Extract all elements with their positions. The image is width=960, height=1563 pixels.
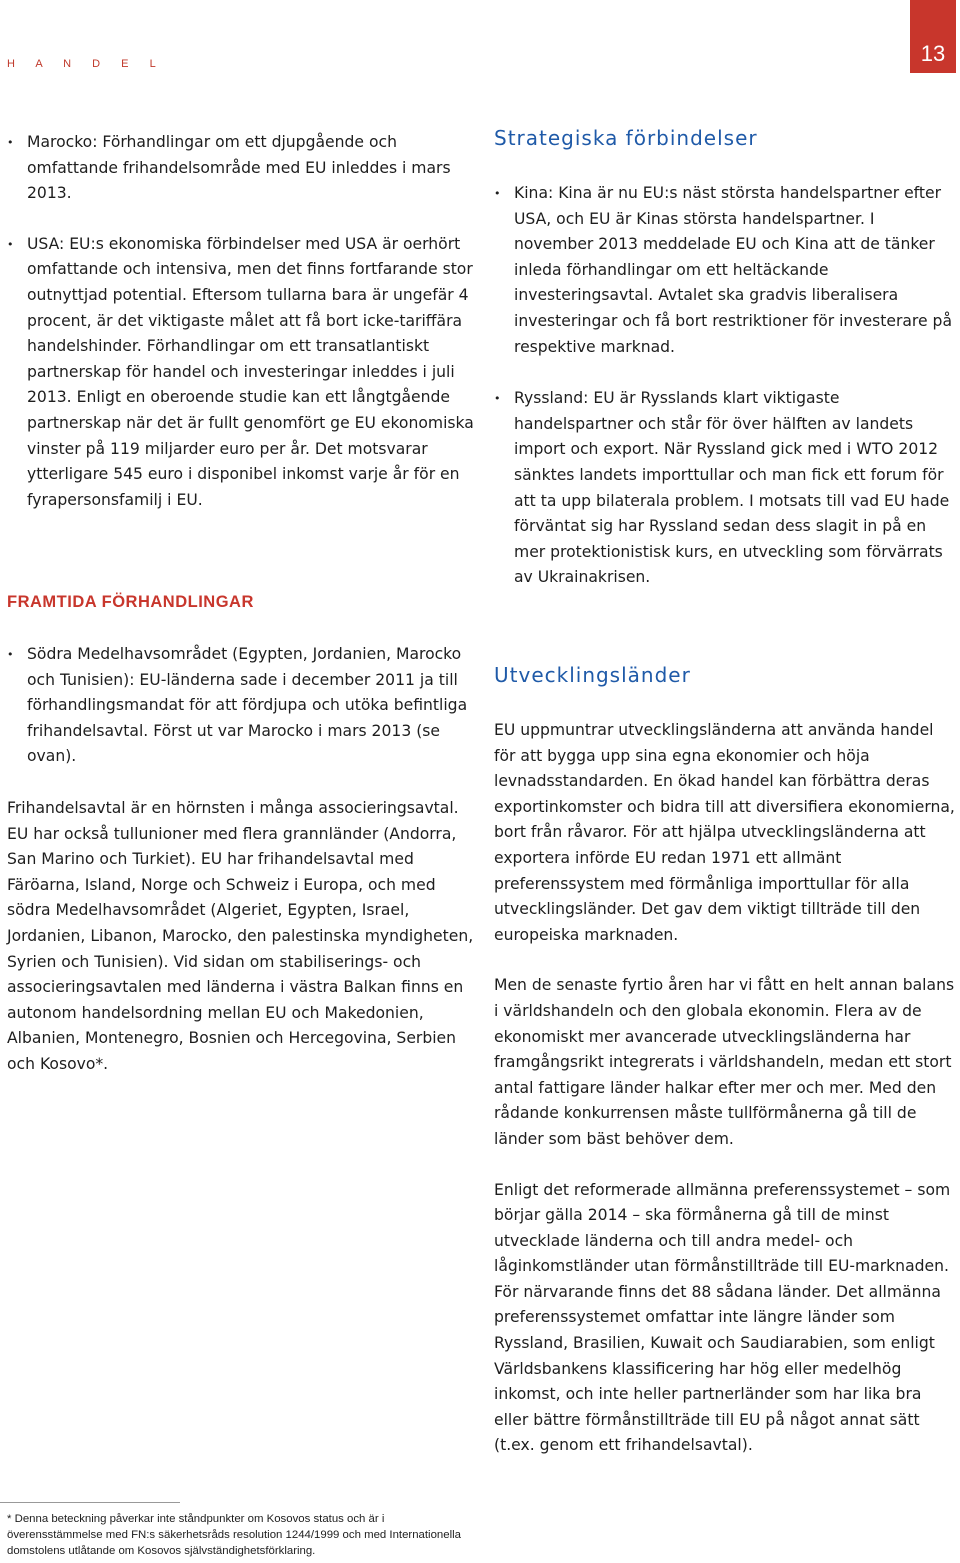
future-negotiations-heading: FRAMTIDA FÖRHANDLINGAR — [7, 593, 254, 611]
strategic-bullet-list — [494, 181, 956, 591]
future-section — [7, 642, 477, 1078]
strategic-heading: Strategiska förbindelser — [494, 126, 758, 150]
future-heading-wrap — [7, 590, 477, 616]
bullet-mediterranean: • Södra Medelhavsområdet (Egypten, Jordanien, Marocko och Tunisien): EU-länderna sade i december 2011 ja till förhandlingsmandat för att fördjupa och utöka befintliga frihandelsavtal. Först ut var Marocko i mars 2013 (se ovan). — [7, 642, 477, 770]
bullet-china: • Kina: Kina är nu EU:s näst största handelspartner efter USA, och EU är Kinas största handelspartner. I november 2013 meddelade EU och Kina att de tänker inleda förhandlingar om ett heltäckande investeringsavtal. Avtalet ska gradvis liberalisera investeringar och få bort restriktioner för investerare på respektive marknad. — [494, 181, 956, 360]
developing-heading-wrap — [494, 663, 956, 689]
developing-heading: Utvecklingsländer — [494, 663, 691, 687]
bullet-russia: • Ryssland: EU är Rysslands klart viktigaste handelspartner och står för över hälften av landets import och export. När Ryssland gick med i WTO 2012 sänktes landets importtullar och man fick ett forum för att ta upp bilaterala problem. I motsats till vad EU hade förväntat sig har Ryssland sedan dess slagit in på en mer protektionistisk kurs, en utveckling som förvärrats av Ukrainakrisen. — [494, 386, 956, 591]
strategic-section — [494, 181, 956, 591]
intro-bullet-list — [7, 130, 477, 513]
footnote-divider — [0, 1502, 180, 1503]
footnote: * Denna beteckning påverkar inte ståndpunkter om Kosovos status och är i överensstämmelse med FN:s säkerhetsråds resolution 1244/1999 och med Internationella domstolens utlåtande om Kosovos självständighetsförklaring. — [7, 1513, 461, 1557]
section-header: H A N D E L — [7, 58, 165, 70]
page-number: 13 — [910, 0, 956, 73]
left-column — [7, 130, 477, 513]
developing-section — [494, 718, 956, 1459]
developing-paragraph-2: Men de senaste fyrtio åren har vi fått en helt annan balans i världshandeln och den globala ekonomin. Flera av de ekonomiskt mer avancerade utvecklingsländerna har framgångsrikt integrerats i världshandeln, medan ett stort antal fattigare länder halkar efter mer och mer. Med den rådande konkurrensen måste tullförmånerna gå till de länder som bäst behöver dem. — [494, 976, 955, 1148]
strategic-heading-wrap — [494, 126, 956, 152]
future-bullet-list — [7, 642, 477, 770]
bullet-marocko: • Marocko: Förhandlingar om ett djupgående och omfattande frihandelsområde med EU inleddes i mars 2013. — [7, 130, 477, 207]
free-trade-paragraph: Frihandelsavtal är en hörnsten i många associeringsavtal. EU har också tullunioner med flera grannländer (Andorra, San Marino och Turkiet). EU har frihandelsavtal med Färöarna, Island, Norge och Schweiz i Europa, och med södra Medelhavsområdet (Algeriet, Egypten, Israel, Jordanien, Libanon, Marocko, den palestinska myndigheten, Syrien och Tunisien). Vid sidan om stabiliserings- och associeringsavtalen med länderna i västra Balkan finns en autonom handelsordning mellan EU och Makedonien, Albanien, Montenegro, Bosnien och Hercegovina, Serbien och Kosovo*. — [7, 798, 474, 1073]
developing-paragraph-1: EU uppmuntrar utvecklingsländerna att använda handel för att bygga upp sina egna ekonomier och höja levnadsstandarden. En ökad handel kan förbättra deras exportinkomster och bidra till att diversifiera ekonomierna, bort från råvaror. För att hjälpa utvecklingsländerna att exportera införde EU redan 1971 ett allmänt preferenssystem med förmånliga importtullar för alla utvecklingsländer. Det gav dem viktigt tillträde till den europeiska marknaden. — [494, 721, 955, 944]
developing-paragraph-3: Enligt det reformerade allmänna preferenssystemet – som börjar gälla 2014 – ska förmånerna gå till de minst utvecklade länderna och till andra medel- och låginkomstländer utan förmånstillträde till EU-marknaden. För närvarande finns det 88 sådana länder. Det allmänna preferenssystemet omfattar inte längre länder som Ryssland, Brasilien, Kuwait och Saudiarabien, som enligt Världsbankens klassificering har hög eller medelhög inkomst, och inte heller partnerländer som har lika bra eller bättre förmånstillträde till EU på något annat sätt (t.ex. genom ett frihandelsavtal). — [494, 1180, 951, 1455]
bullet-usa: • USA: EU:s ekonomiska förbindelser med USA är oerhört omfattande och intensiva, men det finns fortfarande stor outnyttjad potential. Eftersom tullarna bara är ungefär 4 procent, är det viktigaste målet att få bort icke-tariffära handelshinder. Förhandlingar om ett transatlantiskt partnerskap för handel och investeringar inleddes i juli 2013. Enligt en oberoende studie kan ett långtgående partnerskap när det är fullt genomfört ge EU ekonomiska vinster på 119 miljarder euro per år. Det motsvarar ytterligare 545 euro i disponibel inkomst varje år för en fyrapersonsfamilj i EU. — [7, 232, 477, 514]
